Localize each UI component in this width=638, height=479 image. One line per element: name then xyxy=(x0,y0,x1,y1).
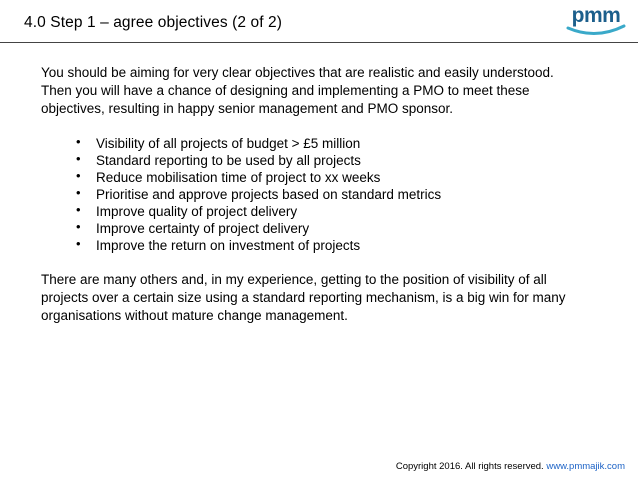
list-item-text: Reduce mobilisation time of project to xx weeks xyxy=(96,170,381,185)
intro-line: objectives, resulting in happy senior management and PMO sponsor. xyxy=(41,101,453,116)
bullet-icon: • xyxy=(76,168,81,183)
logo-swoosh-icon xyxy=(564,22,628,38)
list-item xyxy=(76,135,601,152)
list-item-text: Improve the return on investment of projects xyxy=(96,238,361,253)
bullet-icon: • xyxy=(76,236,81,251)
objectives-list xyxy=(41,135,601,254)
list-item-text: Visibility of all projects of budget > £5 million xyxy=(96,136,361,151)
bullet-icon: • xyxy=(76,134,81,149)
list-item-text: Prioritise and approve projects based on standard metrics xyxy=(96,187,442,202)
title-divider xyxy=(0,42,638,43)
list-item-text: Improve quality of project delivery xyxy=(96,204,298,219)
list-item xyxy=(76,203,601,220)
footer xyxy=(396,461,625,472)
website-link[interactable]: www.pmmajik.com xyxy=(546,461,625,472)
list-item xyxy=(76,186,601,203)
list-item xyxy=(76,237,601,254)
bullet-icon: • xyxy=(76,219,81,234)
list-item-text: Standard reporting to be used by all projects xyxy=(96,153,361,168)
intro-paragraph xyxy=(41,64,601,118)
copyright-text: Copyright 2016. All rights reserved. xyxy=(395,461,544,472)
slide-title: 4.0 Step 1 – agree objectives (2 of 2) xyxy=(24,14,282,31)
list-item-text: Improve certainty of project delivery xyxy=(96,221,310,236)
list-item xyxy=(76,220,601,237)
pmm-logo xyxy=(564,4,628,38)
closing-line: There are many others and, in my experience, getting to the position of visibility of all xyxy=(41,272,547,287)
closing-line: projects over a certain size using a standard reporting mechanism, is a big win for many xyxy=(41,290,566,305)
bullet-icon: • xyxy=(76,151,81,166)
logo-wordmark: pmm xyxy=(571,4,621,27)
closing-line: organisations without mature change management. xyxy=(41,308,348,323)
bullet-icon: • xyxy=(76,202,81,217)
intro-line: You should be aiming for very clear objectives that are realistic and easily understood. xyxy=(41,65,554,80)
bullet-icon: • xyxy=(76,185,81,200)
list-item xyxy=(76,152,601,169)
list-item xyxy=(76,169,601,186)
intro-line: Then you will have a chance of designing and implementing a PMO to meet these xyxy=(41,83,530,98)
slide-body xyxy=(41,64,601,325)
closing-paragraph xyxy=(41,271,601,325)
